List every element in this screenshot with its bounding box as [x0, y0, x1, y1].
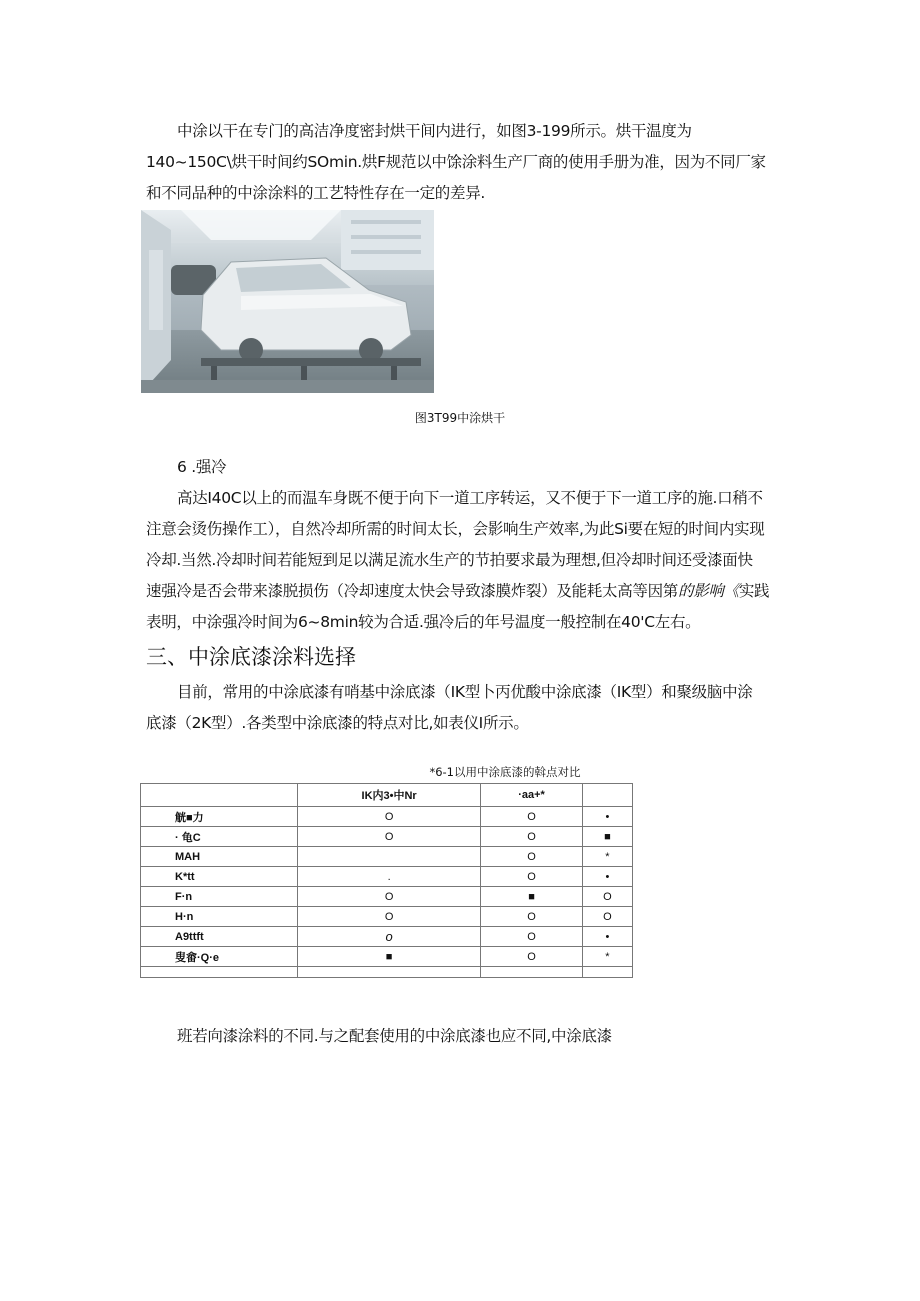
table-cell: F·n: [141, 887, 298, 907]
table-cell: [141, 967, 298, 978]
table-cell: [298, 847, 481, 867]
table-cell: K*tt: [141, 867, 298, 887]
section-6-line: 高达I40C以上的而温车身既不便于向下一道工序转运，又不便于下一道工序的施.口稍不: [177, 489, 763, 507]
section-6-line: [146, 576, 786, 607]
table-cell: .: [298, 867, 481, 887]
table-cell: O: [481, 847, 583, 867]
section-6-line: 注意会烫伤操作工），自然冷却所需的时间太长，会影响生产效率,为此Si要在短的时间内实现: [146, 520, 765, 538]
table-cell: O: [582, 887, 632, 907]
table-caption: *6-1以用中涂底漆的斡点对比: [429, 765, 581, 779]
table-cell: O: [481, 867, 583, 887]
table-cell: O: [298, 807, 481, 827]
table-row-empty: [141, 967, 633, 978]
italic-text: 的影响《: [678, 582, 739, 600]
table-cell: [481, 967, 583, 978]
table-header-row: [141, 784, 633, 807]
drying-booth-photo: [141, 210, 434, 393]
table-row: [141, 887, 633, 907]
table-cell: · 龟C: [141, 827, 298, 847]
table-row: [141, 907, 633, 927]
section-6-line-text: 速强冷是否会带来漆脱损伤（冷却速度太快会导致漆膜炸裂）及能耗太高等因第: [146, 582, 679, 600]
car-body-illustration: [141, 210, 434, 393]
table-cell: O: [298, 887, 481, 907]
section-3-line: 底漆（2K型）.各类型中涂底漆的特点对比,如表仪I所示。: [146, 714, 529, 732]
intro-line: 中涂以干在专门的高洁净度密封烘干间内进行，如图3-199所示。烘干温度为: [177, 122, 692, 140]
table-row: [141, 807, 633, 827]
table-cell: ■: [582, 827, 632, 847]
table-row: [141, 947, 633, 967]
table-cell: O: [582, 907, 632, 927]
section-title: 6 .强冷: [177, 458, 227, 476]
table-cell: *: [582, 847, 632, 867]
table-header-cell: [582, 784, 632, 807]
section-6-line: 表明，中涂强冷时间为6~8min较为合适.强冷后的年号温度一般控制在40'C左右。: [146, 613, 701, 631]
table-row: [141, 867, 633, 887]
table-cell: 叟畲·Q·e: [141, 947, 298, 967]
table-cell: H·n: [141, 907, 298, 927]
table-cell: O: [481, 927, 583, 947]
table-header-cell: ·aa+*: [481, 784, 583, 807]
table-cell: O: [481, 947, 583, 967]
table-cell: O: [481, 907, 583, 927]
comparison-table: [140, 783, 633, 978]
intro-line: 140~150C\烘干时间约SOmin.烘F规范以中馀涂料生产厂商的使用手册为准，因为不同厂家: [146, 153, 766, 171]
section-heading: 三、中涂底漆涂料选择: [146, 645, 356, 669]
section-3-line: 目前，常用的中涂底漆有哨基中涂底漆（IK型卜丙优酸中涂底漆（IK型）和聚级脑中涂: [177, 683, 753, 701]
table-row: [141, 927, 633, 947]
figure-caption: 图3T99中涂烘干: [414, 411, 506, 425]
table-cell: A9ttft: [141, 927, 298, 947]
table-cell: O: [298, 907, 481, 927]
table-cell: •: [582, 927, 632, 947]
table-cell: O: [298, 827, 481, 847]
table-cell: [582, 967, 632, 978]
section-6: [146, 452, 786, 638]
table-cell: O: [481, 827, 583, 847]
table-cell: o: [298, 927, 481, 947]
intro-paragraph: [146, 116, 786, 209]
table-cell: ■: [481, 887, 583, 907]
table-header-cell: IK内3•中Nr: [298, 784, 481, 807]
table-cell: ■: [298, 947, 481, 967]
section-6-line-end: 实践: [738, 582, 770, 600]
table-cell: 觥■力: [141, 807, 298, 827]
section-6-line: 冷却.当然.冷却时间若能短到足以满足流水生产的节拍要求最为理想,但冷却时间还受漆面快: [146, 551, 753, 569]
intro-line: 和不同品种的中涂涂料的工艺特性存在一定的差异.: [146, 184, 486, 202]
table-cell: [298, 967, 481, 978]
table-cell: •: [582, 807, 632, 827]
table-cell: MAH: [141, 847, 298, 867]
table-header-cell: [141, 784, 298, 807]
section-3-paragraph: [146, 677, 786, 739]
table-cell: O: [481, 807, 583, 827]
table-row: [141, 847, 633, 867]
table-cell: •: [582, 867, 632, 887]
footer-paragraph: 班若向漆涂料的不同.与之配套使用的中涂底漆也应不同,中涂底漆: [177, 1027, 612, 1045]
table-cell: *: [582, 947, 632, 967]
table-row: [141, 827, 633, 847]
